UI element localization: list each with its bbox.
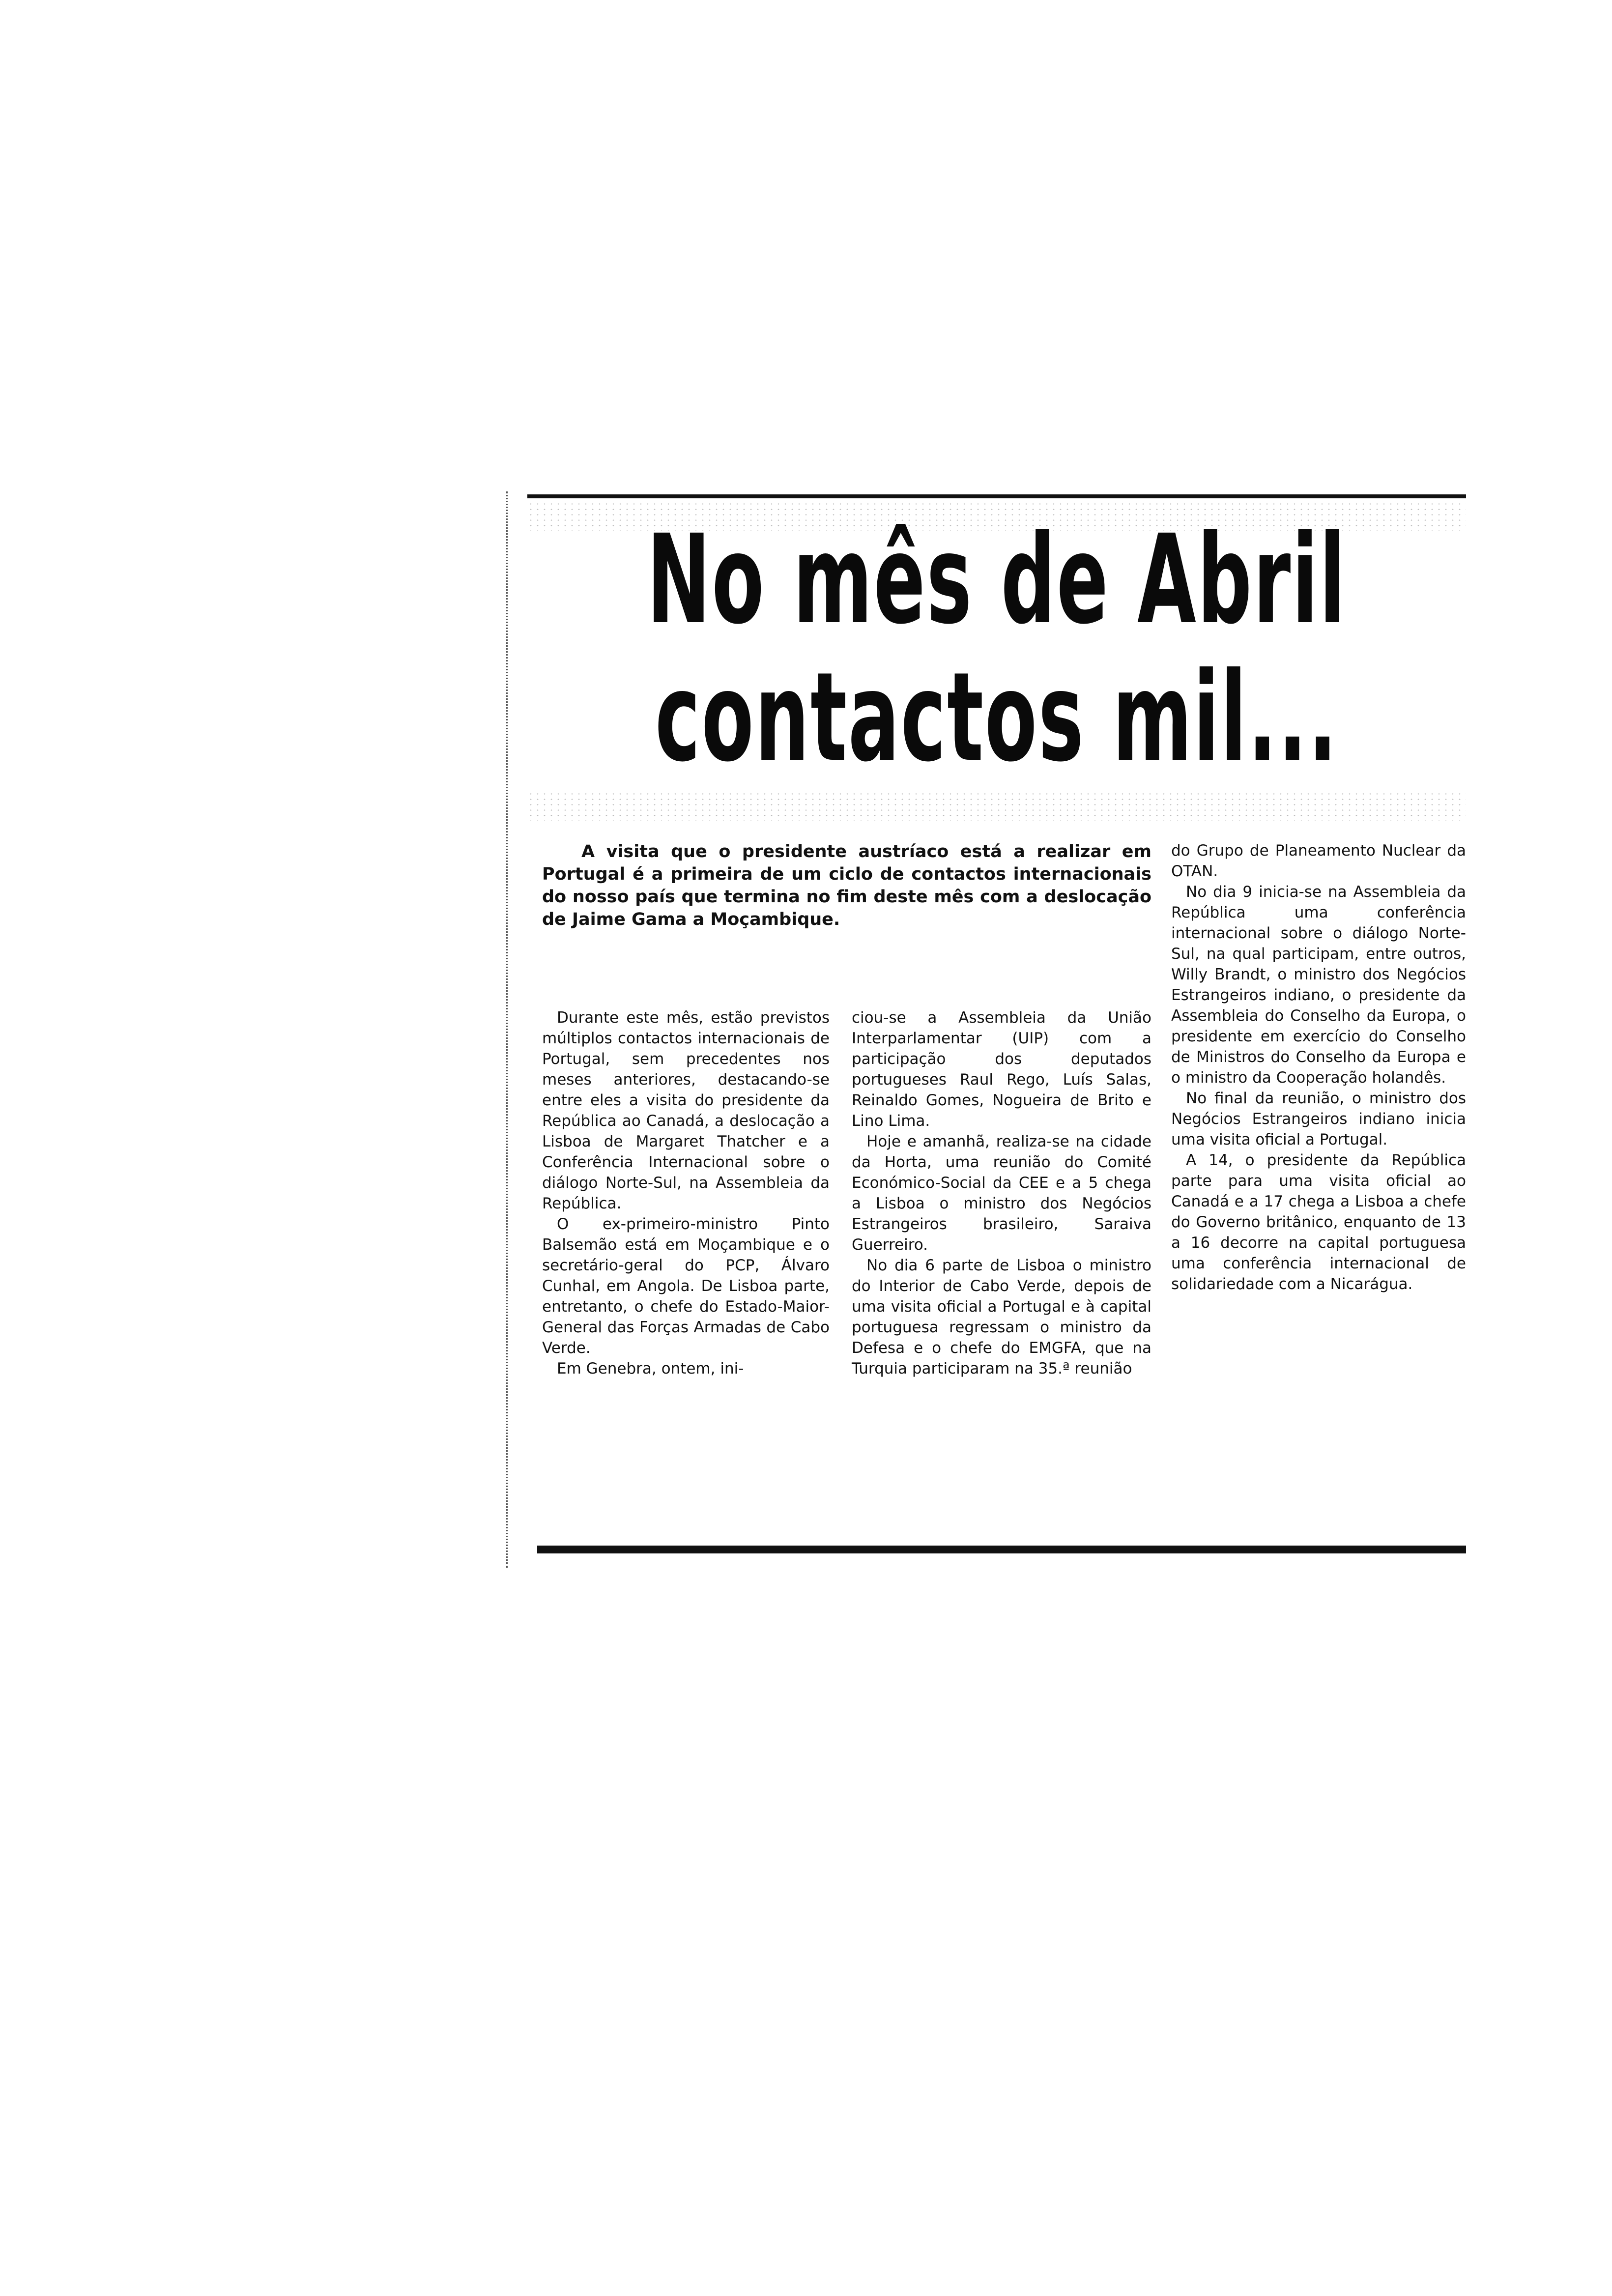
article-column-2 bbox=[852, 1007, 1151, 1379]
paragraph: No final da reunião, o ministro dos Negócios Estrangeiros indiano inicia uma visita oficial a Portugal. bbox=[1171, 1090, 1466, 1148]
article-column-1 bbox=[542, 1007, 830, 1379]
print-speckle-middle bbox=[527, 791, 1466, 821]
headline bbox=[647, 508, 1347, 789]
bottom-rule bbox=[537, 1546, 1466, 1553]
article-column-3 bbox=[1171, 840, 1466, 1294]
paragraph: Em Genebra, ontem, ini- bbox=[557, 1360, 744, 1378]
paragraph: do Grupo de Planeamento Nuclear da OTAN. bbox=[1171, 842, 1466, 880]
paragraph: A 14, o presidente da República parte para uma visita oficial ao Canadá e a 17 chega a Lisboa a chefe do Governo britânico, enquanto de 13 a 16 decorre na capital portuguesa uma conferência internacional de solidariedade com a Nicarágua. bbox=[1171, 1151, 1466, 1293]
newspaper-clipping bbox=[506, 491, 1471, 1568]
headline-line-1: No mês de Abril bbox=[647, 508, 1347, 651]
paragraph: ciou-se a Assembleia da União Interparlamentar (UIP) com a participação dos deputados portugueses Raul Rego, Luís Salas, Reinaldo Gomes, Nogueira de Brito e Lino Lima. bbox=[852, 1009, 1151, 1130]
paragraph: No dia 6 parte de Lisboa o ministro do Interior de Cabo Verde, depois de uma visita oficial a Portugal e à capital portuguesa regressam o ministro da Defesa e o chefe do EMGFA, que na Turquia participaram na 35.ª reunião bbox=[852, 1257, 1151, 1378]
paragraph: No dia 9 inicia-se na Assembleia da República uma conferência internacional sobre o diálogo Norte-Sul, na qual participam, entre outros, Willy Brandt, o ministro dos Negócios Estrangeiros indiano, o presidente da Assembleia do Conselho da Europa, o presidente em exercício do Conselho de Ministros do Conselho da Europa e o ministro da Cooperação holandês. bbox=[1171, 883, 1466, 1087]
paragraph: Durante este mês, estão previstos múltiplos contactos internacionais de Portugal, sem precedentes nos meses anteriores, destacando-se entre eles a visita do presidente da República ao Canadá, a deslocação a Lisboa de Margaret Thatcher e a Conferência Internacional sobre o diálogo Norte-Sul, na Assembleia da República. bbox=[542, 1009, 830, 1212]
lead-paragraph: A visita que o presidente austríaco está a realizar em Portugal é a primeira de um ciclo de contactos internacionais do nosso país que termina no fim deste mês com a deslocação de Jaime Gama a Moçambique. bbox=[542, 842, 1151, 929]
headline-line-2: contactos mil... bbox=[655, 646, 1339, 789]
paragraph: Hoje e amanhã, realiza-se na cidade da Horta, uma reunião do Comité Económico-Social da CEE e a 5 chega a Lisboa o ministro dos Negócios Estrangeiros brasileiro, Saraiva Guerreiro. bbox=[852, 1133, 1151, 1254]
paragraph: O ex-primeiro-ministro Pinto Balsemão está em Moçambique e o secretário-geral do PCP, Álvaro Cunhal, em Angola. De Lisboa parte, entretanto, o chefe do Estado-Maior-General das Forças Armadas de Cabo Verde. bbox=[542, 1215, 830, 1357]
top-rule bbox=[527, 494, 1466, 498]
